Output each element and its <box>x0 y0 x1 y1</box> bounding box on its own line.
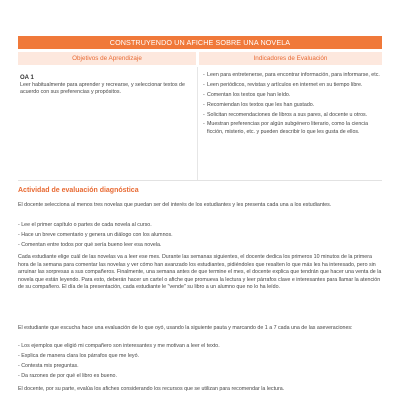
activity-title: Actividad de evaluación diagnóstica <box>18 187 139 194</box>
objective-text: Leer habitualmente para aprender y recrearse, y seleccionar textos de acuerdo con sus preferencias y propósitos. <box>20 82 185 96</box>
indicator-item: - Leen para entretenerse, para encontrar información, para informarse, etc. <box>207 72 382 79</box>
activity-banner: CONSTRUYENDO UN AFICHE SOBRE UNA NOVELA <box>18 36 382 49</box>
indicator-item: - Muestran preferencias por algún subgénero literario, como la ciencia ficción, misterio, etc. y pueden describir lo que les gusta de ellos. <box>207 121 382 135</box>
intro-paragraph: El docente selecciona al menos tres novelas que puedan ser del interés de los estudiantes y les presenta cada una a los estudiantes. <box>18 202 332 208</box>
activity-criteria <box>18 341 382 381</box>
indicators-list <box>199 72 382 136</box>
step-item: - Comentan entre todos por qué sería bueno leer esa novela. <box>18 242 162 248</box>
objective-code: OA 1 <box>20 75 34 81</box>
activity-intro <box>18 202 382 210</box>
criteria-list <box>18 341 382 381</box>
indicator-item: - Leen periódicos, revistas y artículos en internet en su tiempo libre. <box>207 82 382 89</box>
criterion-item: - Los ejemplos que eligió mi compañero son interesantes y me motivan a leer el texto. <box>18 343 220 349</box>
activity-paragraph-3 <box>18 325 382 333</box>
activity-paragraph-4 <box>18 386 382 394</box>
indicators-header: Indicadores de Evaluación <box>199 52 382 65</box>
objectives-header: Objetivos de Aprendizaje <box>18 52 196 65</box>
indicator-item: - Solicitan recomendaciones de libros a sus pares, al docente u otros. <box>207 112 382 119</box>
objective-cell <box>18 67 196 97</box>
activity-paragraph-2 <box>18 254 382 292</box>
step-item: - Hace un breve comentario y genera un diálogo con los alumnos. <box>18 232 173 238</box>
table-bottom-border <box>18 180 382 181</box>
indicators-cell <box>199 67 382 139</box>
steps-list <box>18 220 382 250</box>
paragraph-4: El docente, por su parte, evalúa los afiches considerando los recursos que se utilizan para recomendar la lectura. <box>18 386 285 392</box>
paragraph-2: Cada estudiante elige cuál de las novelas va a leer ese mes. Durante las semanas siguientes, el docente dedica los primeros 10 minutos de la primera hora de la semana para comentar las novelas y ver cómo han avanzado los estudiantes, pidiéndoles que resalten lo que más les ha interesado, pero sin arruinar las sorpresas a sus compañeros. Finalmente, una semana antes de que termine el mes, el docente explica que tendrán que hacer una venta de la novela que están leyendo. Para esto, deberán hacer un cartel o afiche que promueva la lectura y leer párrafos clave e interesantes para llamar la atención de su compañero. El día de la presentación, cada estudiante le "vende" su libro a un alumno que no lo ha leído. <box>18 254 382 290</box>
criterion-item: - Explica de manera clara los párrafos que me leyó. <box>18 353 140 359</box>
paragraph-3: El estudiante que escucha hace una evaluación de lo que oyó, usando la siguiente pauta y marcando de 1 a 7 cada una de las aseveraciones: <box>18 325 353 331</box>
indicator-item: - Recomiendan los textos que les han gustado. <box>207 102 382 109</box>
criterion-item: - Da razones de por qué el libro es bueno. <box>18 373 117 379</box>
step-item: - Lee el primer capítulo o partes de cada novela al curso. <box>18 222 152 228</box>
activity-steps <box>18 220 382 250</box>
table-column-divider <box>197 67 198 180</box>
indicator-item: - Comentan los textos que han leído. <box>207 92 382 99</box>
criterion-item: - Contesta mis preguntas. <box>18 363 79 369</box>
